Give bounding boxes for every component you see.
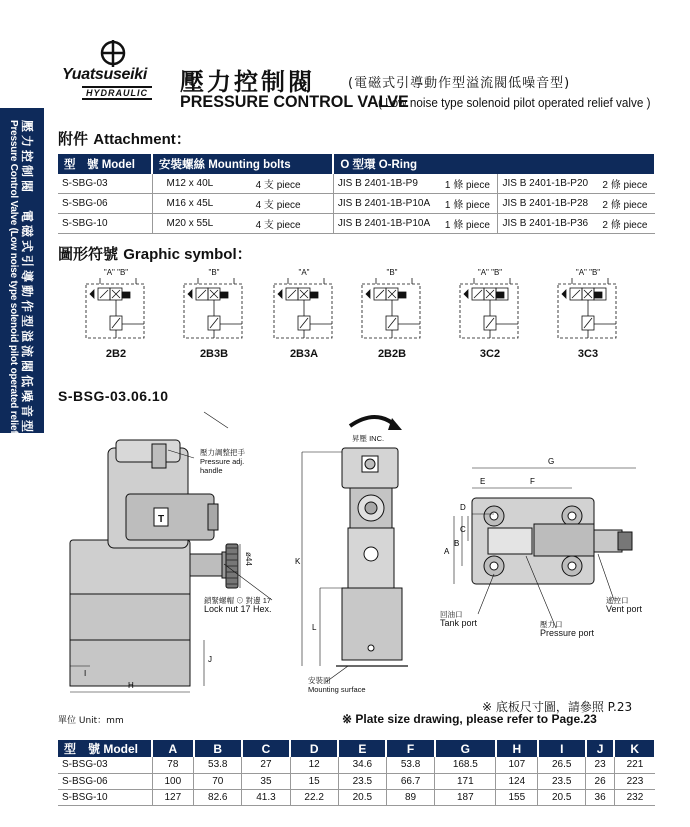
attachment-cell: JIS B 2401-1B-P20 (498, 174, 598, 194)
attachment-cell: M12 x 40L (152, 174, 252, 194)
dimension-header-col: A (152, 740, 194, 757)
attachment-cell: S-SBG-10 (58, 214, 152, 234)
dimension-cell: 23.5 (538, 773, 586, 789)
note-pressure-port-zh: 壓力口 (540, 620, 563, 629)
dimension-cell: 15 (290, 773, 338, 789)
dimension-header-col: E (338, 740, 386, 757)
note-locknut (204, 596, 272, 614)
dimension-header-col: G (435, 740, 496, 757)
dimension-cell: 41.3 (242, 789, 290, 805)
attachment-table (58, 154, 656, 234)
dimension-cell: 34.6 (338, 757, 386, 773)
symbol-code-label: 2B2 (105, 348, 127, 360)
attachment-header-row (58, 154, 655, 174)
dimension-cell: 82.6 (194, 789, 242, 805)
valve-symbol-icon (450, 264, 530, 344)
page-subtitle-zh: (電磁式引導動作型溢流閥低噪音型) (348, 76, 571, 91)
dimension-cell: 221 (614, 757, 655, 773)
dimension-row (58, 757, 655, 773)
plate-note-en: ※ Plate size drawing, please refer to Page.23 (342, 712, 597, 726)
symbol-code-label: 2B3B (199, 348, 229, 360)
attachment-cell: 4 支 piece (252, 174, 334, 194)
dim-label-l: L (312, 623, 317, 632)
side-view (336, 448, 408, 666)
dimension-cell: 53.8 (194, 757, 242, 773)
dim-label-e: E (480, 477, 486, 486)
graphic-symbol-row (58, 264, 658, 360)
dim-label-b: B (454, 539, 460, 548)
plate-note-zh: ※ 底板尺寸圖，請參照 P.23 (482, 700, 633, 714)
dimension-cell: 35 (242, 773, 290, 789)
dim-label-f: F (530, 477, 535, 486)
graphic-symbol (76, 264, 156, 360)
note-mounting-zh: 安裝面 (308, 676, 331, 685)
note-tank-port (440, 610, 477, 628)
dimension-cell: 23.5 (338, 773, 386, 789)
dimension-header-col: F (386, 740, 434, 757)
dimension-cell: 53.8 (386, 757, 434, 773)
symbol-port-label: "B" (386, 268, 398, 277)
dimension-cell: 66.7 (386, 773, 434, 789)
brand-name: Yuatsuseiki (62, 66, 148, 83)
attachment-cell: 4 支 piece (252, 214, 334, 234)
symbol-code-label: 3C3 (577, 348, 599, 360)
valve-symbol-icon (264, 264, 344, 344)
graphic-symbol-heading-en: Graphic symbol (123, 246, 237, 263)
valve-symbol-icon (548, 264, 628, 344)
dimension-header-col: B (194, 740, 242, 757)
graphic-symbol (174, 264, 254, 360)
dimension-cell: 78 (152, 757, 194, 773)
dimension-cell: 232 (614, 789, 655, 805)
graphic-symbol (450, 264, 530, 360)
dimension-header-row (58, 740, 655, 757)
symbol-port-label: "A" "B" (477, 268, 503, 277)
valve-symbol-icon (76, 264, 156, 344)
side-tab-en: Pressure Control Valve (Low noise type solenoid pilot operated relief valve) (8, 120, 19, 464)
dimension-cell: 36 (586, 789, 615, 805)
symbol-code-label: 2B2B (377, 348, 407, 360)
dimension-cell: 26 (586, 773, 615, 789)
dimension-cell: 12 (290, 757, 338, 773)
dimension-cell: 89 (386, 789, 434, 805)
front-view (70, 440, 238, 686)
unit-label: 單位 Unit：mm (58, 716, 124, 726)
note-mounting (308, 676, 366, 694)
dimension-cell: 22.2 (290, 789, 338, 805)
valve-symbol-icon (352, 264, 432, 344)
dimension-cell: 27 (242, 757, 290, 773)
note-pressure-adj-en: Pressure adj. (200, 457, 245, 466)
note-mounting-en: Mounting surface (308, 685, 366, 694)
side-dim-lines (302, 452, 342, 666)
attachment-row (58, 194, 655, 214)
attachment-cell: 1 條 piece (441, 174, 498, 194)
note-pressure-adj (200, 448, 245, 475)
dim-label-i: I (84, 669, 87, 678)
dimension-cell: 23 (586, 757, 615, 773)
brand-emblem-icon (98, 40, 128, 68)
note-pressure-adj-en2: handle (200, 466, 223, 475)
dim-label-g: G (548, 457, 555, 466)
page-subtitle-en: ( Low noise type solenoid pilot operated relief valve ) (378, 95, 651, 110)
dimension-cell: 187 (435, 789, 496, 805)
symbol-code-label: 3C2 (479, 348, 501, 360)
dimension-header-col: I (538, 740, 586, 757)
dimension-header-col: D (290, 740, 338, 757)
dimension-header-model: 型 號 Model (58, 740, 152, 757)
dimension-cell: 155 (496, 789, 538, 805)
dimension-cell: 70 (194, 773, 242, 789)
top-view (472, 498, 632, 584)
attachment-header-model: 型 號 Model (58, 154, 152, 174)
attachment-header-oring: O 型環 O-Ring (333, 154, 655, 174)
symbol-code-label: 2B3A (289, 348, 319, 360)
dimension-cell: 168.5 (435, 757, 496, 773)
dimension-cell: 20.5 (338, 789, 386, 805)
attachment-cell: 4 支 piece (252, 194, 334, 214)
graphic-symbol (548, 264, 628, 360)
dimension-cell: 127 (152, 789, 194, 805)
symbol-port-label: "A" "B" (103, 268, 129, 277)
page-title-zh: 壓力控制閥 (180, 68, 315, 96)
attachment-cell: 2 條 piece (598, 174, 655, 194)
drawing-model-name: S-BSG-03.06.10 (58, 388, 169, 404)
dimension-cell: 20.5 (538, 789, 586, 805)
symbol-port-label: "A" "B" (575, 268, 601, 277)
dim-label-c: C (460, 525, 466, 534)
attachment-cell: JIS B 2401-1B-P10A (333, 214, 441, 234)
dim-label-k: K (295, 557, 301, 566)
page-title-en: PRESSURE CONTROL VALVE (180, 92, 409, 111)
dimension-cell: 100 (152, 773, 194, 789)
note-tank-port-zh: 回油口 (440, 610, 463, 619)
note-pressure-adj-zh: 壓力調整把手 (200, 448, 245, 457)
attachment-cell: 2 條 piece (598, 214, 655, 234)
dimension-cell: 124 (496, 773, 538, 789)
valve-symbol-icon (174, 264, 254, 344)
graphic-symbol-heading-colon: ： (236, 245, 252, 263)
note-pressure-port-en: Pressure port (540, 628, 595, 638)
note-tank-port-en: Tank port (440, 618, 478, 628)
dimension-cell: S-BSG-06 (58, 773, 152, 789)
note-phi44: ø44 (244, 552, 253, 566)
attachment-cell: 2 條 piece (598, 194, 655, 214)
attachment-cell: JIS B 2401-1B-P9 (333, 174, 441, 194)
brand-logo (62, 40, 174, 110)
inc-arrow-icon (350, 417, 396, 426)
dim-label-a: A (444, 547, 450, 556)
dimension-row (58, 789, 655, 805)
dimension-drawings (58, 404, 670, 704)
side-tab-zh: 壓力控制閥 電磁式引導動作型溢流閥低噪音型 (20, 120, 34, 436)
dimension-header-col: J (586, 740, 615, 757)
attachment-header-bolts: 安裝螺絲 Mounting bolts (152, 154, 333, 174)
symbol-port-label: "B" (208, 268, 220, 277)
side-tab (0, 108, 44, 464)
attachment-cell: JIS B 2401-1B-P10A (333, 194, 441, 214)
dimension-cell: S-BSG-03 (58, 757, 152, 773)
note-locknut-zh: 鎖緊螺帽 ⊙ 對邊 17 (204, 596, 272, 605)
dimension-header-col: K (614, 740, 655, 757)
note-inc: 昇壓 INC. (352, 434, 385, 443)
dimension-cell: 171 (435, 773, 496, 789)
attachment-cell: JIS B 2401-1B-P36 (498, 214, 598, 234)
dimension-cell: 107 (496, 757, 538, 773)
dimension-header-col: C (242, 740, 290, 757)
dim-label-d: D (460, 503, 466, 512)
side-tab-text (0, 108, 44, 464)
note-locknut-en: Lock nut 17 Hex. (204, 604, 272, 614)
note-vent-port-zh: 遙控口 (606, 596, 629, 605)
dimension-table (58, 740, 656, 806)
attachment-cell: S-SBG-03 (58, 174, 152, 194)
svg-text:T: T (157, 514, 165, 525)
brand-sub: HYDRAULIC (82, 86, 152, 100)
attachment-heading-en: Attachment (93, 131, 176, 148)
attachment-cell: S-SBG-06 (58, 194, 152, 214)
attachment-cell: JIS B 2401-1B-P28 (498, 194, 598, 214)
dimension-header-col: H (496, 740, 538, 757)
note-vent-port-en: Vent port (606, 604, 643, 614)
attachment-heading (58, 128, 191, 149)
dimension-cell: 26.5 (538, 757, 586, 773)
attachment-cell: 1 條 piece (441, 194, 498, 214)
dimension-cell: S-BSG-10 (58, 789, 152, 805)
attachment-cell: M20 x 55L (152, 214, 252, 234)
note-vent-port (606, 596, 642, 614)
attachment-row (58, 174, 655, 194)
drawings-svg (58, 404, 670, 704)
graphic-symbol-heading (58, 243, 252, 264)
dimension-row (58, 773, 655, 789)
dim-label-h: H (128, 681, 134, 690)
dim-label-j: J (208, 655, 212, 664)
note-pressure-port (540, 620, 594, 638)
attachment-cell: M16 x 45L (152, 194, 252, 214)
attachment-heading-zh: 附件 (58, 130, 89, 148)
attachment-heading-colon: ： (175, 130, 191, 148)
attachment-cell: 1 條 piece (441, 214, 498, 234)
graphic-symbol-heading-zh: 圖形符號 (58, 245, 119, 263)
symbol-port-label: "A" (298, 268, 310, 277)
graphic-symbol (264, 264, 344, 360)
dimension-cell: 223 (614, 773, 655, 789)
graphic-symbol (352, 264, 432, 360)
attachment-row (58, 214, 655, 234)
